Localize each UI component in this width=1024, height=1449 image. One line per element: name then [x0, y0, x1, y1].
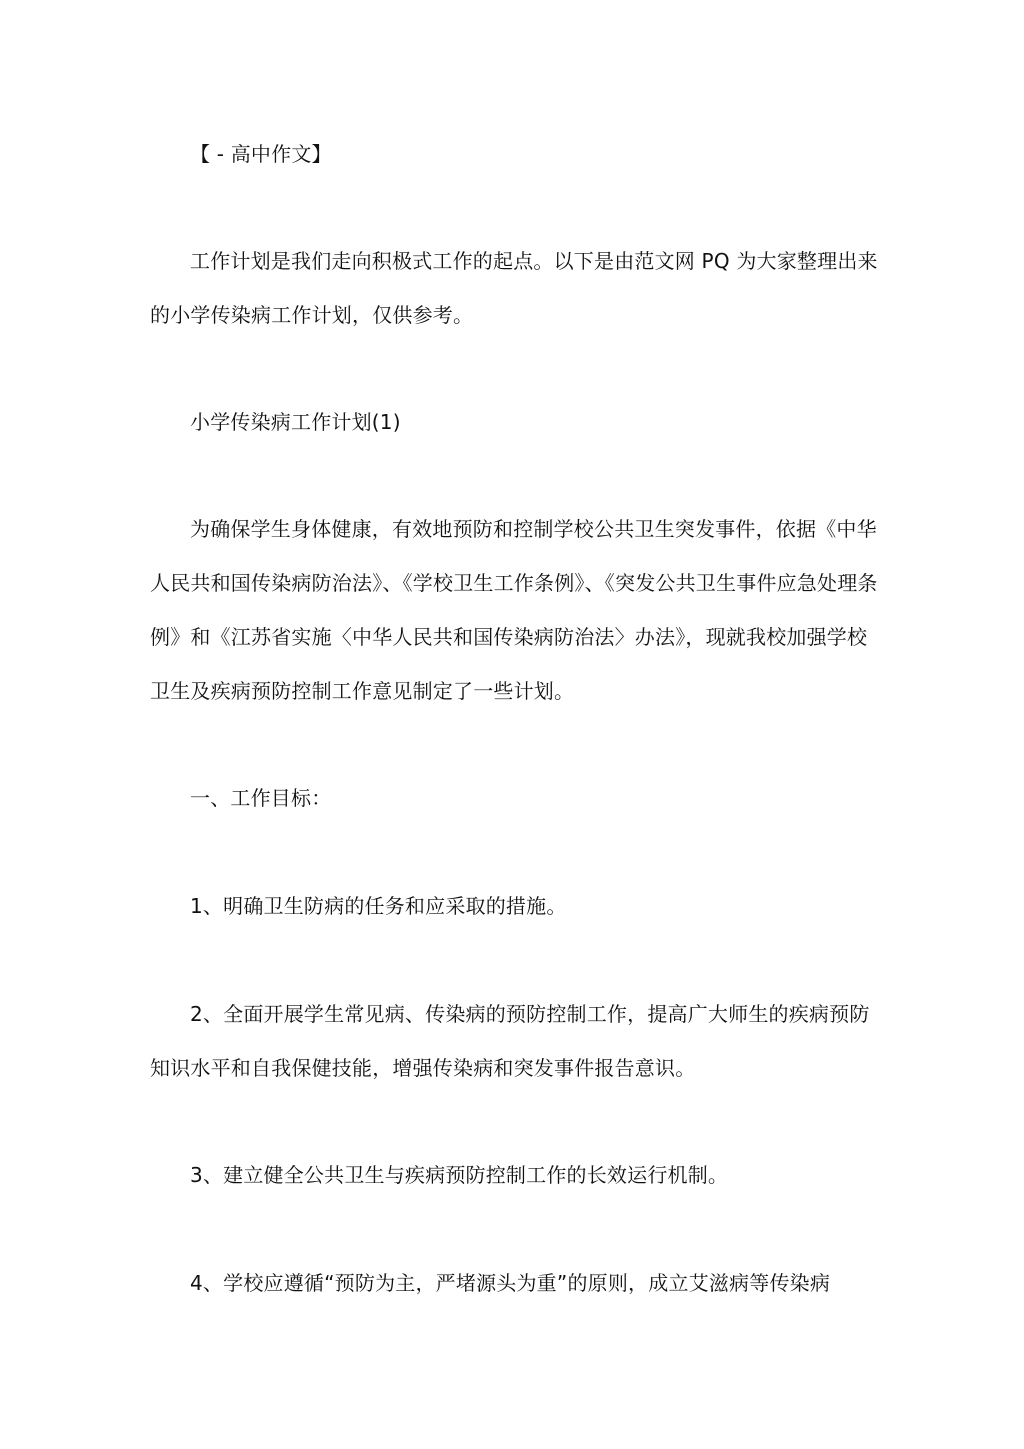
section-title: 小学传染病工作计划(1) [190, 410, 401, 434]
document-header: 【 - 高中作文】 [190, 142, 332, 166]
goal-item-2: 2、全面开展学生常见病、传染病的预防控制工作，提高广大师生的疾病预防知识水平和自我保健技能，增强传染病和突发事件报告意识。 [150, 1002, 870, 1080]
goal-item-4: 4、学校应遵循“预防为主，严堵源头为重”的原则，成立艾滋病等传染病 [190, 1271, 831, 1295]
intro-paragraph: 工作计划是我们走向积极式工作的起点。以下是由范文网 PQ 为大家整理出来的小学传染病工作计划，仅供参考。 [150, 249, 878, 327]
goals-heading: 一、工作目标： [190, 786, 332, 810]
goal-item-1: 1、明确卫生防病的任务和应采取的措施。 [190, 894, 567, 918]
paragraph-basis: 为确保学生身体健康，有效地预防和控制学校公共卫生突发事件，依据《中华人民共和国传染病防治法》、《学校卫生工作条例》、《突发公共卫生事件应急处理条例》和《江苏省实施〈中华人民共和国传染病防治法〉办法》，现就我校加强学校卫生及疾病预防控制工作意见制定了一些计划。 [150, 517, 878, 703]
goal-item-3: 3、建立健全公共卫生与疾病预防控制工作的长效运行机制。 [190, 1163, 729, 1187]
